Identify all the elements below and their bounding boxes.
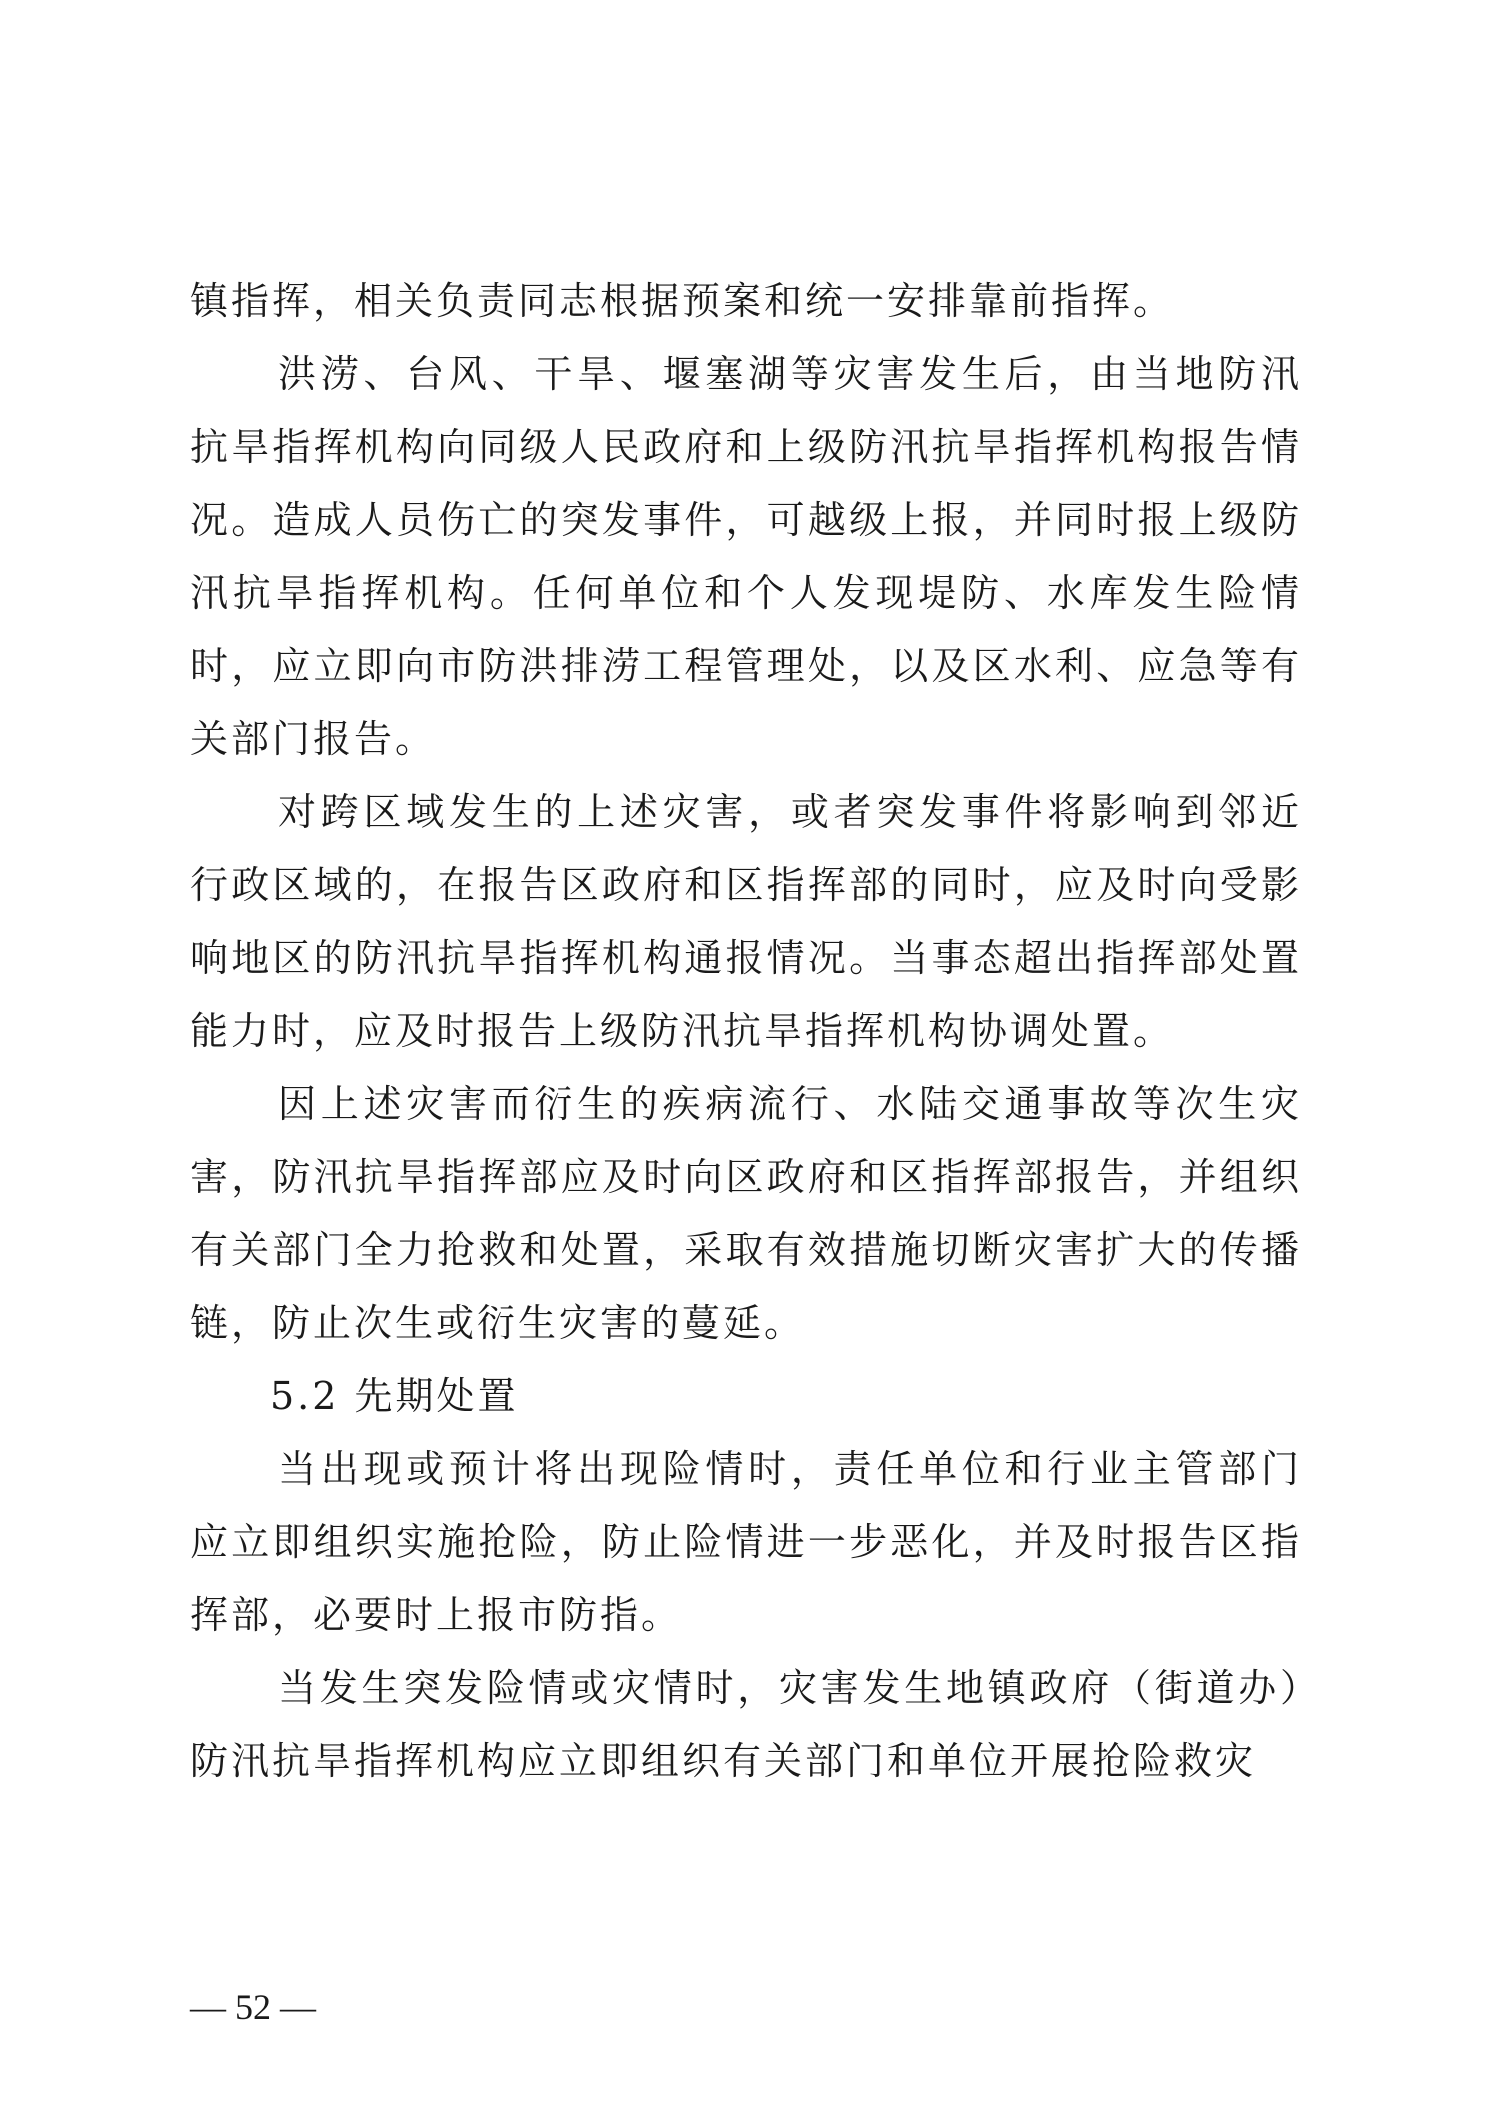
paragraph-secondary-disasters: 因上述灾害而衍生的疾病流行、水陆交通事故等次生灾害，防汛抗旱指挥部应及时向区政府和区指挥部报告，并组织有关部门全力抢救和处置，采取有效措施切断灾害扩大的传播链，防止次生或衍生灾害的蔓延。: [190, 1082, 1302, 1345]
page-number: — 52 —: [190, 1987, 316, 2027]
paragraph-disaster-reporting: 洪涝、台风、干旱、堰塞湖等灾害发生后，由当地防汛抗旱指挥机构向同级人民政府和上级防汛抗旱指挥机构报告情况。造成人员伤亡的突发事件，可越级上报，并同时报上级防汛抗旱指挥机构。任何单位和个人发现堤防、水库发生险情时，应立即向市防洪排涝工程管理处，以及区水利、应急等有关部门报告。: [190, 352, 1302, 761]
paragraph-continued: 镇指挥，相关负责同志根据预案和统一安排靠前指挥。: [190, 279, 1175, 323]
document-body: [190, 265, 1302, 1798]
section-heading-5-2: 5.2 先期处置: [270, 1374, 519, 1418]
paragraph-early-response: 当出现或预计将出现险情时，责任单位和行业主管部门应立即组织实施抢险，防止险情进一步恶化，并及时报告区指挥部，必要时上报市防指。: [190, 1447, 1302, 1637]
paragraph-cross-region: 对跨区域发生的上述灾害，或者突发事件将影响到邻近行政区域的，在报告区政府和区指挥部的同时，应及时向受影响地区的防汛抗旱指挥机构通报情况。当事态超出指挥部处置能力时，应及时报告上级防汛抗旱指挥机构协调处置。: [190, 790, 1302, 1053]
paragraph-emergency-rescue: 当发生突发险情或灾情时，灾害发生地镇政府（街道办）防汛抗旱指挥机构应立即组织有关部门和单位开展抢险救灾: [190, 1666, 1302, 1783]
